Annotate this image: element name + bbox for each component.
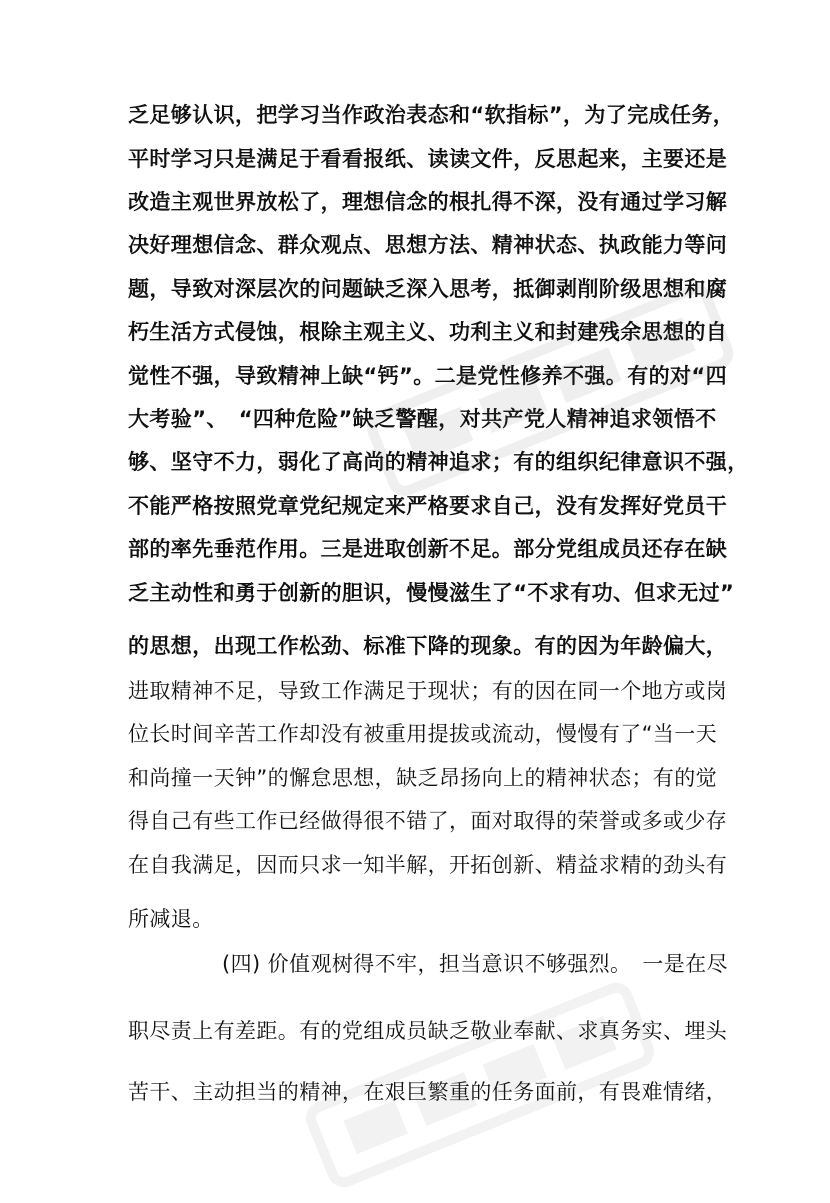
text-line: 和尚撞一天钟”的懈怠思想，缺乏昂扬向上的精神状态；有的觉 (128, 766, 718, 790)
text-line: 在自我满足，因而只求一知半解，开拓创新、精益求精的劲头有 (128, 853, 728, 877)
text-line: 觉性不强，导致精神上缺“钙”。二是党性修养不强。有的对“四 (128, 364, 728, 388)
text-line: 部的率先垂范作用。三是进取创新不足。部分党组成员还存在缺 (128, 537, 728, 561)
text-line: 不能严格按照党章党纪规定来严格要求自己，没有发挥好党员干 (128, 494, 728, 518)
text-line: 够、坚守不力，弱化了高尚的精神追求；有的组织纪律意识不强， (128, 450, 749, 474)
text-line: 改造主观世界放松了，理想信念的根扎得不深，没有通过学习解 (128, 190, 728, 214)
text-line: 苦干、主动担当的精神，在艰巨繁重的任务面前，有畏难情绪， (128, 1080, 728, 1104)
text-line: 大考验”、 “四种危险”缺乏警醒，对共产党人精神追求领悟不 (128, 407, 717, 431)
text-line: 进取精神不足，导致工作满足于现状；有的因在同一个地方或岗 (128, 679, 728, 703)
text-line: 得自己有些工作已经做得很不错了，面对取得的荣誉或多或少存 (128, 809, 728, 833)
text-line: 乏主动性和勇于创新的胆识，慢慢滋生了“不求有功、但求无过” (128, 581, 735, 605)
text-line: 决好理想信念、群众观点、思想方法、精神状态、执政能力等问 (128, 233, 728, 257)
text-line: 所减退。 (128, 907, 214, 931)
text-line: 位长时间辛苦工作却没有被重用提拔或流动，慢慢有了“当一天 (128, 722, 718, 746)
text-line: 职尽责上有差距。有的党组成员缺乏敬业奉献、求真务实、埋头 (128, 1019, 728, 1043)
text-line: 乏足够认识，把学习当作政治表态和“软指标”，为了完成任务， (128, 103, 735, 127)
text-line: 平时学习只是满足于看看报纸、读读文件，反思起来，主要还是 (128, 147, 728, 171)
text-line: 题，导致对深层次的问题缺乏深入思考，抵御剥削阶级思想和腐 (128, 277, 728, 301)
section-heading-line: (四) 价值观树得不牢，担当意识不够强烈。 一是在尽 (222, 952, 728, 976)
text-line: 朽生活方式侵蚀，根除主观主义、功利主义和封建残余思想的自 (128, 320, 728, 344)
text-line: 的思想，出现工作松劲、标准下降的现象。有的因为年龄偏大， (128, 634, 728, 658)
